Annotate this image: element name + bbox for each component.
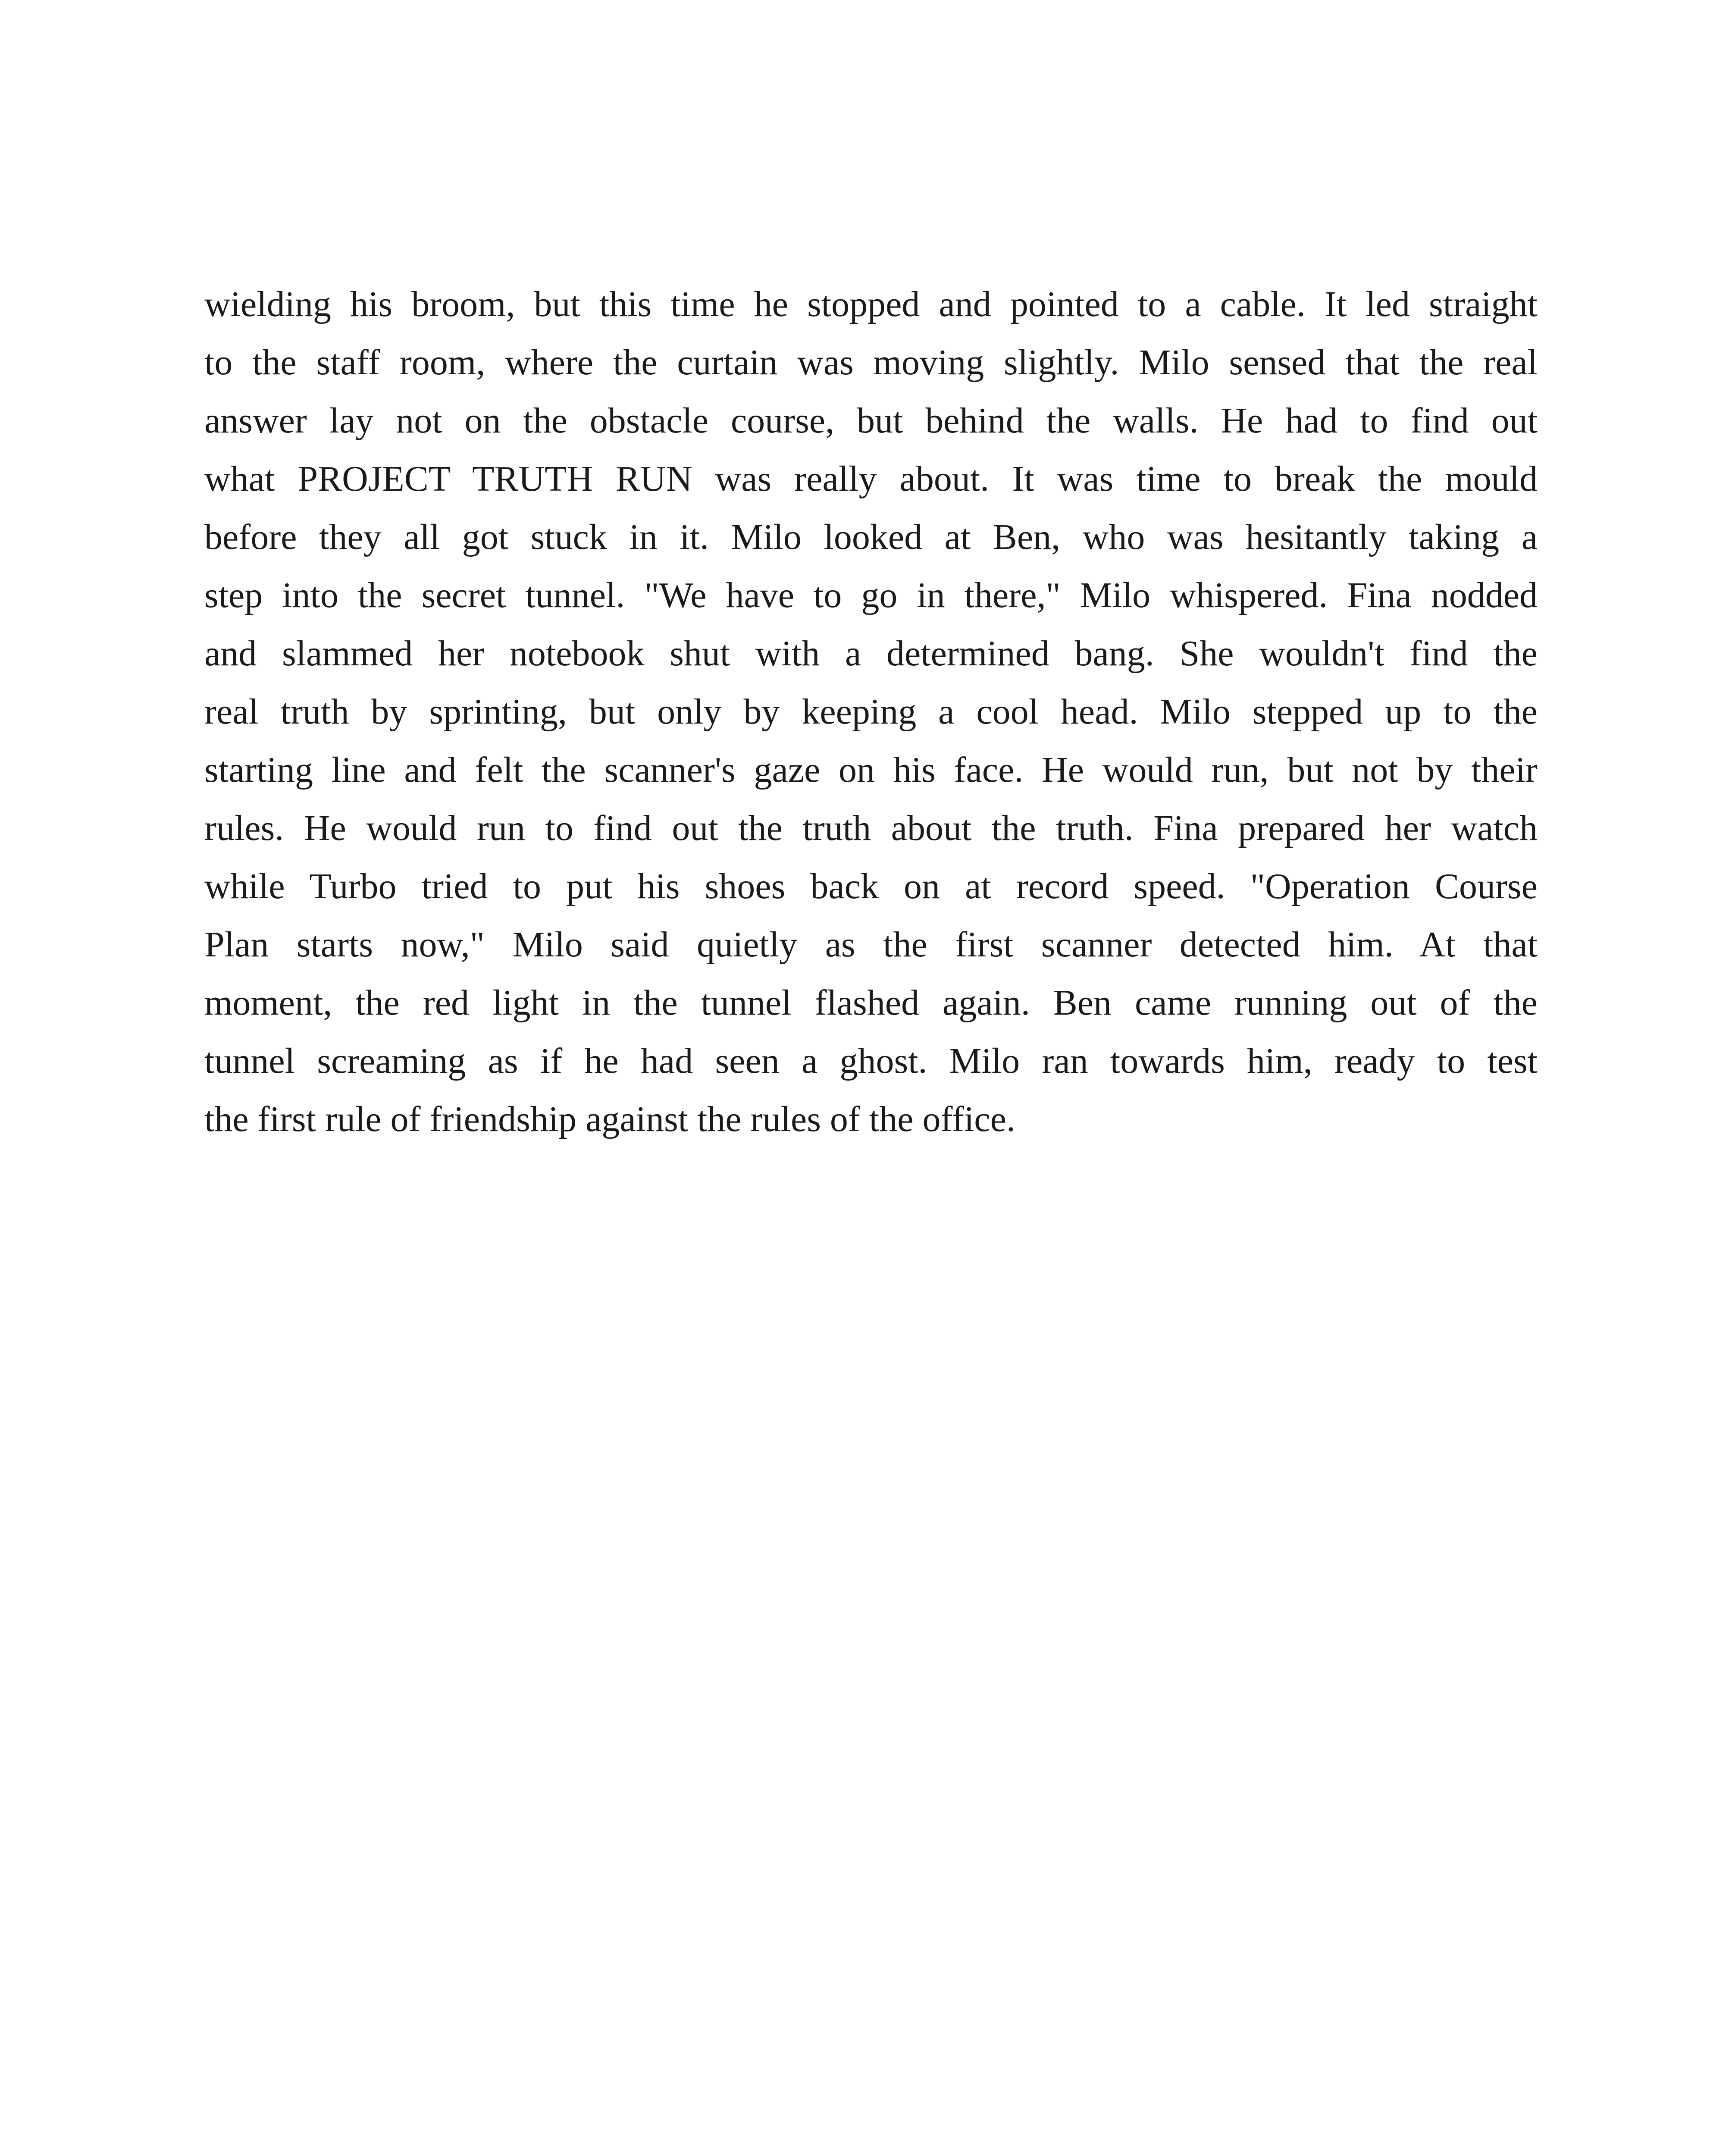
text-line: starting line and felt the scanner's gaze on his face. He would run, but not by their xyxy=(204,750,1538,790)
text-line: to the staff room, where the curtain was moving slightly. Milo sensed that the real xyxy=(204,342,1538,382)
text-line: and slammed her notebook shut with a determined bang. She wouldn't find the xyxy=(204,633,1538,674)
text-line: while Turbo tried to put his shoes back on at record speed. "Operation Course xyxy=(204,866,1538,906)
text-line: real truth by sprinting, but only by keeping a cool head. Milo stepped up to the xyxy=(204,692,1538,732)
body-paragraph xyxy=(204,275,1538,1148)
text-line: what PROJECT TRUTH RUN was really about. It was time to break the mould xyxy=(204,459,1538,499)
text-line: moment, the red light in the tunnel flashed again. Ben came running out of the xyxy=(204,983,1538,1023)
text-line: rules. He would run to find out the truth about the truth. Fina prepared her watch xyxy=(204,808,1538,848)
text-line: before they all got stuck in it. Milo looked at Ben, who was hesitantly taking a xyxy=(204,517,1538,557)
text-line: answer lay not on the obstacle course, but behind the walls. He had to find out xyxy=(204,401,1538,441)
text-line: tunnel screaming as if he had seen a ghost. Milo ran towards him, ready to test xyxy=(204,1041,1538,1081)
text-line: the first rule of friendship against the rules of the office. xyxy=(204,1099,1015,1139)
text-line: Plan starts now," Milo said quietly as the first scanner detected him. At that xyxy=(204,924,1538,965)
text-line: wielding his broom, but this time he stopped and pointed to a cable. It led straight xyxy=(204,284,1538,324)
text-line: step into the secret tunnel. "We have to go in there," Milo whispered. Fina nodded xyxy=(204,575,1538,615)
